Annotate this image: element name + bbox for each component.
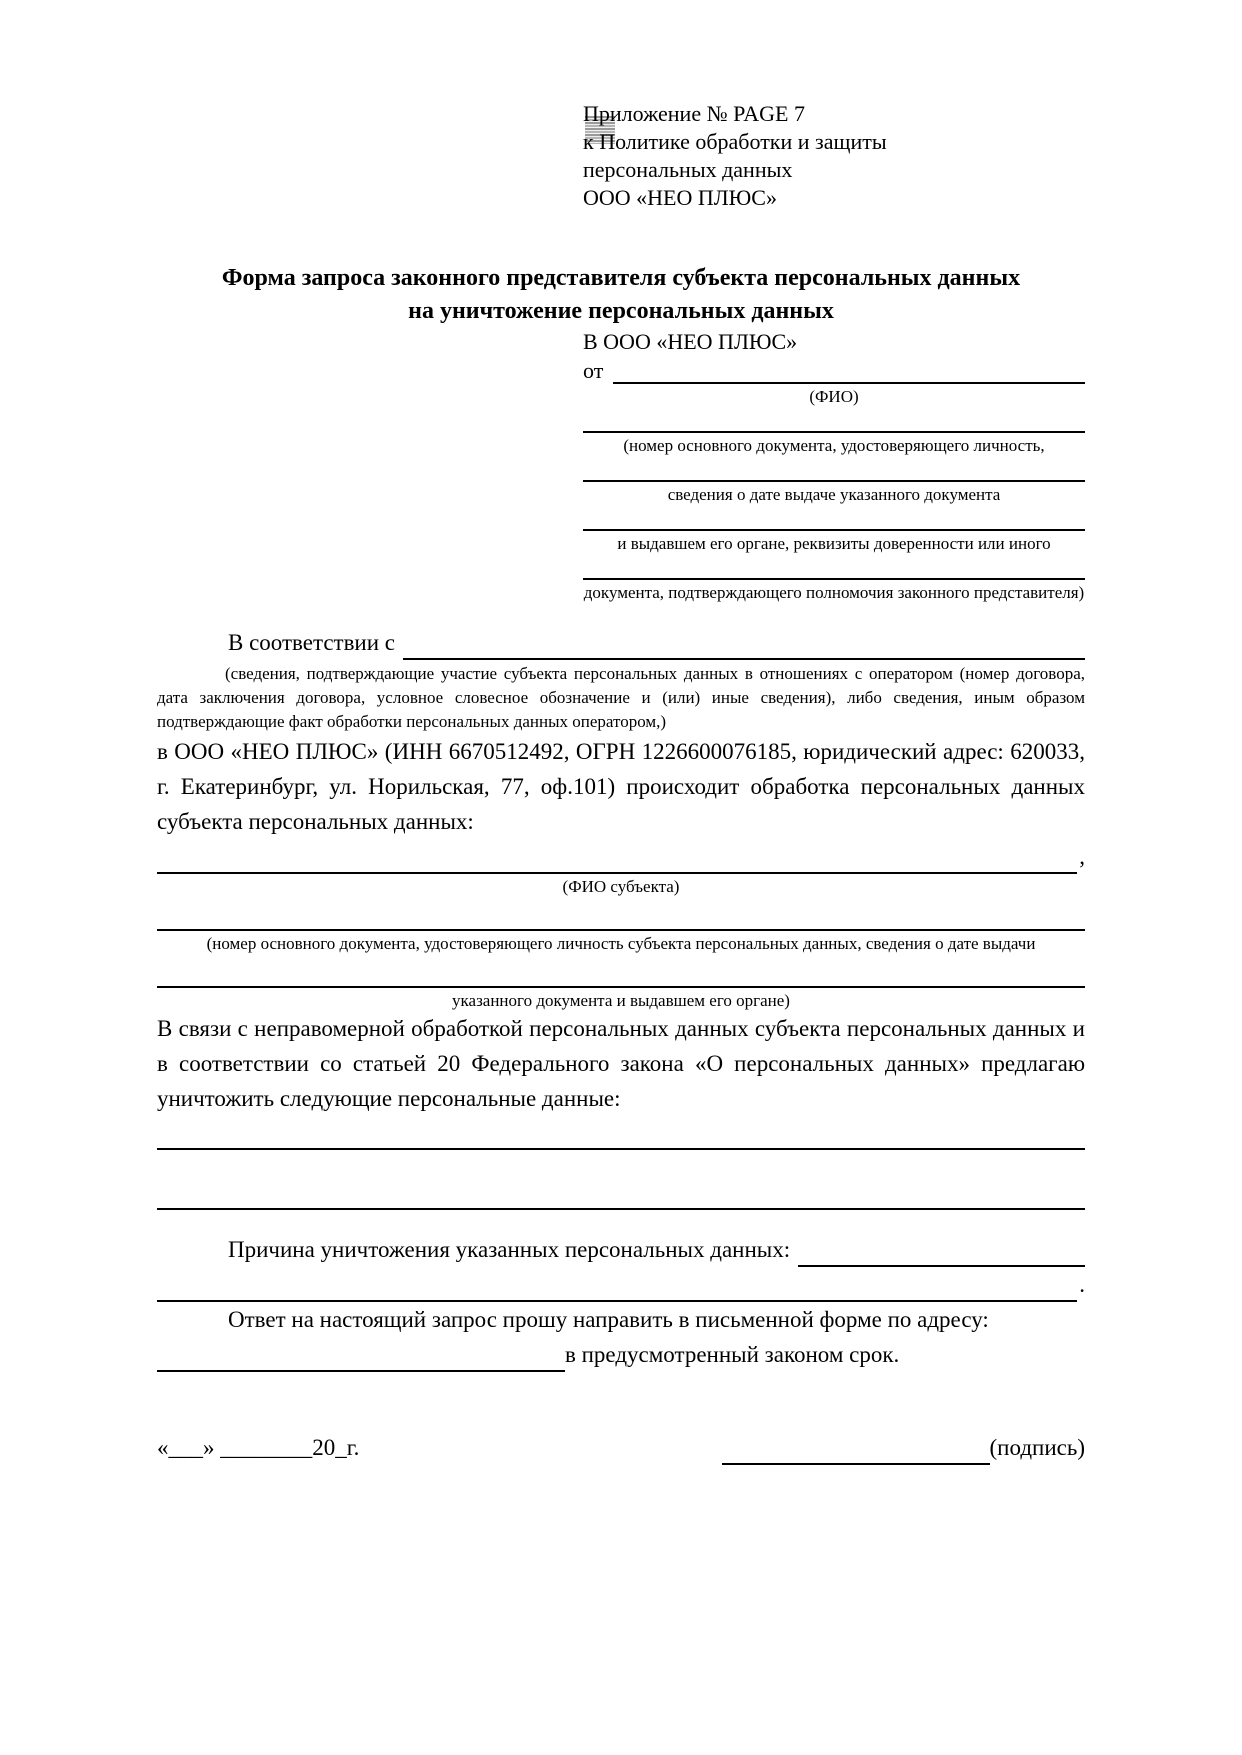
from-label: от bbox=[583, 358, 604, 383]
issuing-authority-blank-line bbox=[583, 505, 1085, 531]
caption-subject-fio: (ФИО субъекта) bbox=[562, 877, 680, 896]
accordance-footnote: (сведения, подтверждающие участие субъекта персональных данных в отношениях с оператором (номер договора, дата заключения договора, условное словесное обозначение и (или) иные сведения), либо сведения, иным образом подтверждающие факт обработки персональных данных оператором,) bbox=[157, 664, 1085, 731]
header-policy-line1: к Политике обработки и защиты bbox=[583, 129, 887, 154]
header-company-line: ООО «НЕО ПЛЮС» bbox=[583, 185, 777, 210]
form-title-line1: Форма запроса законного представителя субъекта персональных данных bbox=[221, 265, 1021, 291]
header-policy-line2: персональных данных bbox=[583, 157, 793, 182]
caption-issuing-authority: и выдавшем его органе, реквизиты доверенности или иного bbox=[617, 534, 1051, 553]
reason-lead: Причина уничтожения указанных персональных данных: bbox=[228, 1237, 791, 1262]
answer-address-blank-line bbox=[157, 1344, 565, 1372]
date-line: «___» ________20_г. bbox=[157, 1435, 360, 1460]
subject-authority-blank-line bbox=[157, 954, 1085, 988]
signature-wrap bbox=[722, 1430, 1085, 1465]
accordance-lead: В соответствии с bbox=[228, 630, 396, 655]
reason-blank-line bbox=[798, 1243, 1085, 1267]
caption-subject-document: (номер основного документа, удостоверяющего личность субъекта персональных данных, сведения о дате выдачи bbox=[206, 934, 1036, 953]
addressee-block bbox=[583, 328, 1085, 603]
from-field-row bbox=[583, 357, 1085, 384]
authority-document-blank-line bbox=[583, 554, 1085, 580]
caption-document-number: (номер основного документа, удостоверяющего личность, bbox=[623, 436, 1045, 455]
form-body bbox=[157, 625, 1085, 1465]
signature-section bbox=[157, 1430, 1085, 1465]
signature-blank-line bbox=[722, 1441, 990, 1465]
caption-subject-authority: указанного документа и выдавшем его органе) bbox=[452, 991, 790, 1010]
fio-blank-line bbox=[613, 360, 1085, 384]
answer-address-row bbox=[157, 1337, 1085, 1372]
caption-fio: (ФИО) bbox=[809, 387, 859, 406]
subject-fio-row bbox=[157, 839, 1085, 874]
subject-fio-comma: , bbox=[1079, 844, 1085, 869]
reason-continuation-blank-line bbox=[157, 1268, 1077, 1302]
caption-issue-date: сведения о дате выдаче указанного документа bbox=[667, 485, 1001, 504]
subject-fio-blank-line bbox=[157, 840, 1077, 874]
accordance-blank-line bbox=[403, 636, 1085, 660]
document-number-blank-line bbox=[583, 407, 1085, 433]
reason-continuation-row bbox=[157, 1267, 1085, 1302]
addressee-company: В ООО «НЕО ПЛЮС» bbox=[583, 329, 798, 354]
data-list-blank-line-2 bbox=[157, 1150, 1085, 1210]
document-content bbox=[157, 0, 1085, 1465]
form-title-line2: на уничтожение персональных данных bbox=[408, 298, 834, 324]
caption-authority-document: документа, подтверждающего полномочия законного представителя) bbox=[583, 583, 1085, 602]
answer-lead: Ответ на настоящий запрос прошу направить в письменной форме по адресу: bbox=[228, 1307, 989, 1332]
subject-document-blank-line bbox=[157, 897, 1085, 931]
signature-caption: (подпись) bbox=[989, 1435, 1085, 1460]
accordance-row bbox=[157, 625, 1085, 660]
reason-row bbox=[157, 1232, 1085, 1267]
document-header bbox=[583, 100, 1085, 212]
operator-paragraph: в ООО «НЕО ПЛЮС» (ИНН 6670512492, ОГРН 1226600076185, юридический адрес: 620033, г. Екатеринбург, ул. Норильская, 77, оф.101) происходит обработка персональных данных субъекта персональных данных: bbox=[157, 739, 1085, 834]
issue-date-blank-line bbox=[583, 456, 1085, 482]
form-title bbox=[157, 262, 1085, 328]
reason-period: . bbox=[1079, 1272, 1085, 1297]
destroy-paragraph: В связи с неправомерной обработкой персональных данных субъекта персональных данных и в соответствии со статьей 20 Федерального закона «О персональных данных» предлагаю уничтожить следующие персональные данные: bbox=[157, 1016, 1085, 1111]
data-list-blank-line-1 bbox=[157, 1116, 1085, 1150]
header-appendix-line: Приложение № PAGE 7 bbox=[583, 101, 805, 126]
answer-tail: в предусмотренный законом срок. bbox=[565, 1342, 900, 1367]
